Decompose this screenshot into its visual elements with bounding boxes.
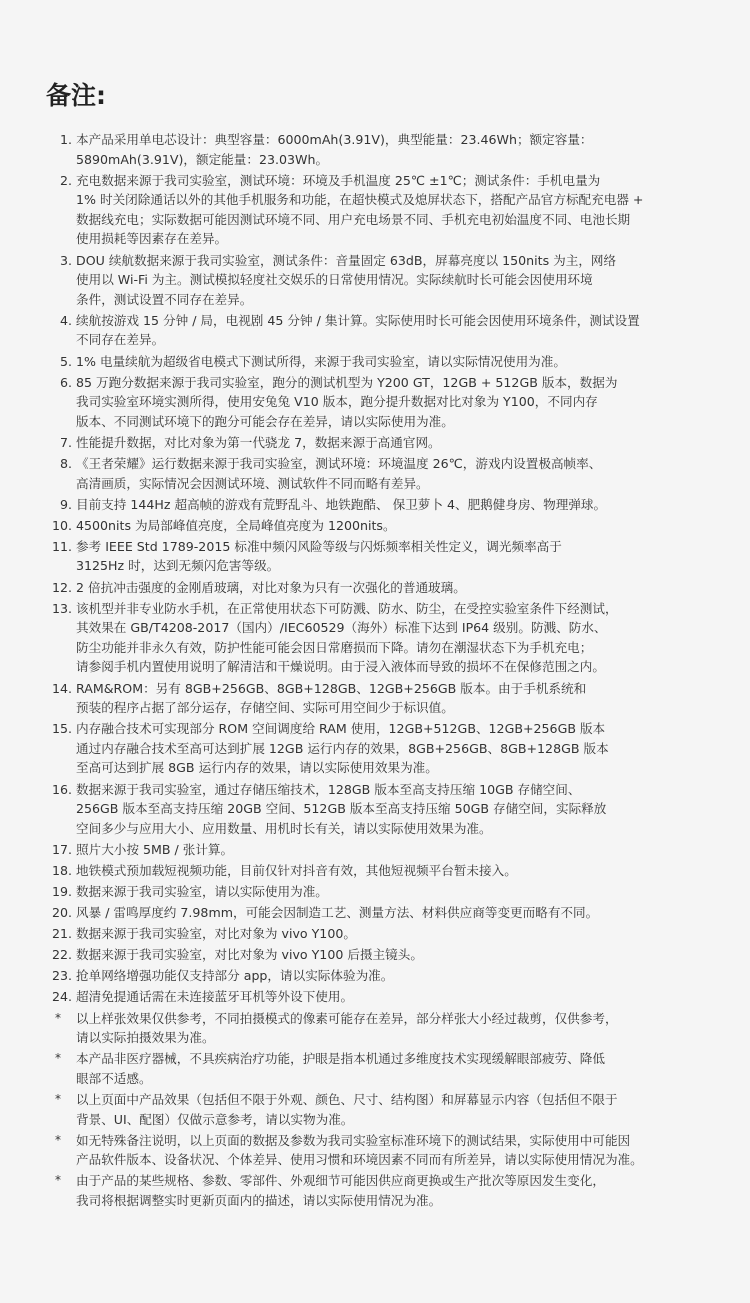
note-text-line: 续航按游戏 15 分钟 / 局，电视剧 45 分钟 / 集计算。实际使用时长可能会因使用环境条件，测试设置 bbox=[76, 312, 640, 328]
note-marker: * bbox=[55, 1091, 61, 1106]
note-text-line: 以上页面中产品效果（包括但不限于外观、颜色、尺寸、结构图）和屏幕显示内容（包括但不限于 bbox=[76, 1091, 618, 1107]
note-item bbox=[46, 171, 720, 249]
note-text-line: 我司将根据调整实时更新页面内的描述，请以实际使用情况为准。 bbox=[76, 1192, 442, 1208]
note-item bbox=[46, 495, 720, 515]
note-text-line: 请以实际拍摄效果为准。 bbox=[76, 1030, 215, 1046]
note-text-line: 版本、不同测试环境下的跑分可能会存在差异，请以实际使用为准。 bbox=[76, 413, 454, 429]
note-marker: 11. bbox=[51, 538, 72, 554]
note-item bbox=[46, 1049, 720, 1088]
note-text-line: 充电数据来源于我司实验室，测试环境：环境及手机温度 25℃ ±1℃；测试条件：手机电量为 bbox=[76, 172, 601, 188]
note-item bbox=[46, 882, 720, 902]
note-text-line: 数据来源于我司实验室，通过存储压缩技术，128GB 版本至高支持压缩 10GB 存储空间、 bbox=[76, 781, 581, 797]
note-item bbox=[46, 578, 720, 598]
note-text-line: 高清画质，实际情况会因测试环境、测试软件不同而略有差异。 bbox=[76, 475, 429, 491]
note-marker: * bbox=[55, 1132, 61, 1147]
note-text-line: DOU 续航数据来源于我司实验室，测试条件：音量固定 63dB，屏幕亮度以 150nits 为主，网络 bbox=[76, 252, 617, 268]
note-marker: * bbox=[55, 1010, 61, 1025]
note-text-line: 使用以 Wi-Fi 为主。测试模拟轻度社交娱乐的日常使用情况。实际续航时长可能会因使用环境 bbox=[76, 272, 593, 288]
note-marker: 15. bbox=[51, 721, 72, 737]
note-text-line: 抢单网络增强功能仅支持部分 app，请以实际体验为准。 bbox=[76, 968, 394, 984]
note-item bbox=[46, 1090, 720, 1129]
note-text-line: 防尘功能并非永久有效，防护性能可能会因日常磨损而下降。请勿在潮湿状态下为手机充电； bbox=[76, 639, 593, 655]
note-text-line: 性能提升数据，对比对象为第一代骁龙 7，数据来源于高通官网。 bbox=[76, 434, 441, 450]
note-item bbox=[46, 130, 720, 169]
note-text-line: 产品软件版本、设备状况、个体差异、使用习惯和环境因素不同而有所差异，请以实际使用情况为准。 bbox=[76, 1152, 643, 1168]
note-item bbox=[46, 924, 720, 944]
note-item bbox=[46, 311, 720, 350]
note-text-line: 内存融合技术可实现部分 ROM 空间调度给 RAM 使用，12GB+512GB、12GB+256GB 版本 bbox=[76, 721, 606, 737]
note-text-line: 其效果在 GB/T4208-2017（国内）/IEC60529（海外）标准下达到 IP64 级别。防溅、防水、 bbox=[76, 620, 607, 636]
note-marker: 1. bbox=[59, 132, 72, 147]
note-marker: * bbox=[55, 1173, 61, 1188]
note-text-line: 通过内存融合技术至高可达到扩展 12GB 运行内存的效果，8GB+256GB、8GB+128GB 版本 bbox=[76, 740, 609, 756]
note-text-line: 《王者荣耀》运行数据来源于我司实验室，测试环境：环境温度 26℃，游戏内设置极高帧率、 bbox=[76, 456, 602, 471]
note-marker: 2. bbox=[59, 172, 72, 188]
note-item bbox=[46, 861, 720, 881]
note-item bbox=[46, 537, 720, 576]
note-item bbox=[46, 679, 720, 718]
note-text-line: 数据来源于我司实验室，对比对象为 vivo Y100。 bbox=[76, 926, 356, 942]
note-item bbox=[46, 352, 720, 372]
note-text-line: 风暴 / 雷鸣厚度约 7.98mm，可能会因制造工艺、测量方法、材料供应商等变更而略有不同。 bbox=[76, 905, 599, 921]
note-text-line: 数据来源于我司实验室，请以实际使用为准。 bbox=[76, 883, 328, 899]
note-marker: 18. bbox=[51, 862, 72, 878]
note-marker: 21. bbox=[51, 926, 72, 942]
note-text-line: 背景、UI、配图）仅做示意参考，请以实物为准。 bbox=[76, 1111, 354, 1127]
note-text-line: 预装的程序占据了部分运存，存储空间、实际可用空间少于标识值。 bbox=[76, 700, 454, 716]
note-item bbox=[46, 1009, 720, 1048]
note-text-line: 4500nits 为局部峰值亮度，全局峰值亮度为 1200nits。 bbox=[76, 517, 396, 533]
note-item bbox=[46, 719, 720, 778]
note-item bbox=[46, 373, 720, 432]
note-text-line: 本产品非医疗器械，不具疾病治疗功能，护眼是指本机通过多维度技术实现缓解眼部疲劳、降低 bbox=[76, 1051, 605, 1067]
note-item bbox=[46, 251, 720, 310]
note-text-line: 由于产品的某些规格、参数、零部件、外观细节可能因供应商更换或生产批次等原因发生变化， bbox=[76, 1173, 605, 1189]
note-marker: 3. bbox=[59, 252, 72, 268]
note-marker: 24. bbox=[51, 989, 72, 1005]
note-text-line: 目前支持 144Hz 超高帧的游戏有荒野乱斗、地铁跑酷、 保卫萝卜 4、肥鹅健身房、物理弹球。 bbox=[76, 496, 607, 512]
note-text-line: 85 万跑分数据来源于我司实验室，跑分的测试机型为 Y200 GT，12GB + 512GB 版本，数据为 bbox=[76, 374, 618, 390]
note-text-line: 参考 IEEE Std 1789-2015 标准中频闪风险等级与闪烁频率相关性定义，调光频率高于 bbox=[76, 538, 562, 554]
note-marker: 9. bbox=[59, 496, 72, 512]
note-text-line: 如无特殊备注说明，以上页面的数据及参数为我司实验室标准环境下的测试结果，实际使用中可能因 bbox=[76, 1132, 631, 1148]
note-text-line: 空间多少与应用大小、应用数量、用机时长有关，请以实际使用效果为准。 bbox=[76, 820, 492, 836]
note-marker: 8. bbox=[59, 456, 72, 471]
note-marker: 17. bbox=[51, 841, 72, 857]
note-text-line: 3125Hz 时，达到无频闪危害等级。 bbox=[76, 558, 280, 574]
note-marker: 23. bbox=[51, 968, 72, 984]
note-marker: * bbox=[55, 1051, 61, 1066]
note-item bbox=[46, 1171, 720, 1210]
note-marker: 4. bbox=[59, 312, 72, 328]
note-marker: 20. bbox=[51, 905, 72, 921]
note-text-line: 我司实验室环境实测所得，使用安兔兔 V10 版本，跑分提升数据对比对象为 Y100，不同内存 bbox=[76, 394, 598, 410]
note-text-line: 该机型并非专业防水手机，在正常使用状态下可防溅、防水、防尘，在受控实验室条件下经测试， bbox=[76, 600, 618, 616]
note-text-line: 本产品采用单电芯设计：典型容量：6000mAh(3.91V)，典型能量：23.46Wh；额定容量： bbox=[76, 132, 593, 147]
note-text-line: 使用损耗等因素存在差异。 bbox=[76, 231, 228, 247]
note-marker: 13. bbox=[51, 600, 72, 616]
note-text-line: 以上样张效果仅供参考，不同拍摄模式的像素可能存在差异，部分样张大小经过裁剪，仅供参考， bbox=[76, 1010, 618, 1026]
note-text-line: 不同存在差异。 bbox=[76, 332, 165, 348]
note-marker: 16. bbox=[51, 781, 72, 797]
note-item bbox=[46, 966, 720, 986]
note-item bbox=[46, 1131, 720, 1170]
note-marker: 6. bbox=[59, 374, 72, 390]
note-marker: 22. bbox=[51, 947, 72, 963]
note-text-line: RAM&ROM：另有 8GB+256GB、8GB+128GB、12GB+256GB 版本。由于手机系统和 bbox=[76, 680, 587, 696]
note-text-line: 256GB 版本至高支持压缩 20GB 空间、512GB 版本至高支持压缩 50GB 存储空间，实际释放 bbox=[76, 801, 607, 817]
note-item bbox=[46, 903, 720, 923]
note-item bbox=[46, 987, 720, 1007]
note-marker: 19. bbox=[51, 883, 72, 899]
note-text-line: 请参阅手机内置使用说明了解清洁和干燥说明。由于浸入液体而导致的损坏不在保修范围之内。 bbox=[76, 659, 605, 675]
note-text-line: 超清免提通话需在未连接蓝牙耳机等外设下使用。 bbox=[76, 989, 354, 1005]
notes-list bbox=[46, 130, 720, 1210]
note-marker: 7. bbox=[59, 434, 72, 450]
note-text-line: 1% 电量续航为超级省电模式下测试所得，来源于我司实验室，请以实际情况使用为准。 bbox=[76, 353, 566, 369]
page-title: 备注: bbox=[46, 81, 106, 110]
note-text-line: 条件，测试设置不同存在差异。 bbox=[76, 291, 253, 307]
note-text-line: 眼部不适感。 bbox=[76, 1070, 152, 1086]
note-marker: 10. bbox=[51, 517, 72, 533]
note-text-line: 地铁模式预加载短视频功能，目前仅针对抖音有效，其他短视频平台暂未接入。 bbox=[76, 862, 517, 878]
note-marker: 5. bbox=[59, 353, 72, 369]
note-text-line: 数据线充电；实际数据可能因测试环境不同、用户充电场景不同、手机充电初始温度不同、电池长期 bbox=[76, 211, 631, 227]
note-item bbox=[46, 945, 720, 965]
note-marker: 14. bbox=[51, 680, 72, 696]
note-text-line: 5890mAh(3.91V)，额定能量：23.03Wh。 bbox=[76, 151, 329, 167]
note-item bbox=[46, 454, 720, 493]
note-marker: 12. bbox=[51, 579, 72, 595]
note-item bbox=[46, 840, 720, 860]
note-item bbox=[46, 599, 720, 677]
note-item bbox=[46, 433, 720, 453]
note-text-line: 照片大小按 5MB / 张计算。 bbox=[76, 841, 234, 857]
note-text-line: 1% 时关闭除通话以外的其他手机服务和功能，在超快模式及熄屏状态下，搭配产品官方标配充电器 + bbox=[76, 192, 644, 208]
note-item bbox=[46, 516, 720, 536]
note-text-line: 2 倍抗冲击强度的金刚盾玻璃，对比对象为只有一次强化的普通玻璃。 bbox=[76, 579, 466, 595]
note-text-line: 数据来源于我司实验室，对比对象为 vivo Y100 后摄主镜头。 bbox=[76, 947, 423, 963]
note-item bbox=[46, 780, 720, 839]
note-text-line: 至高可达到扩展 8GB 运行内存的效果，请以实际使用效果为准。 bbox=[76, 760, 438, 776]
